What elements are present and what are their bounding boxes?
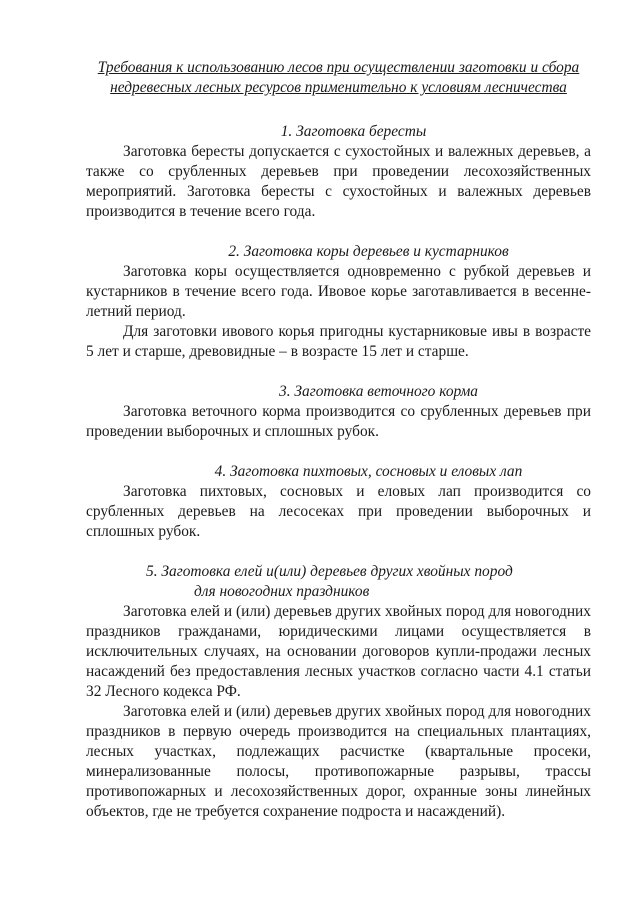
section-heading-line-1: 5. Заготовка елей и(или) деревьев других хвойных пород [146,563,513,580]
section-branch-fodder [86,382,591,442]
document-title-line-2: недревесных лесных ресурсов применительно к условиям лесничества [110,79,567,96]
section-paragraph: Заготовка елей и (или) деревьев других хвойных пород для новогодних праздников гражданами, юридическими лицами осуществляется в исключительных случаях, на основании договоров купли-продажи лесных насаждений без предоставления лесных участков согласно части 4.1 статьи 32 Лесного кодекса РФ. [86,603,591,700]
document-title-line-1: Требования к использованию лесов при осуществлении заготовки и сбора [97,59,580,76]
document-page [86,58,591,842]
section-tree-bark [86,242,591,362]
section-heading: 1. Заготовка бересты [280,123,427,140]
section-heading-line-2: для новогодних праздников [194,583,370,600]
section-heading: 2. Заготовка коры деревьев и кустарников [228,243,509,260]
section-heading [86,562,591,602]
section-paragraph: Заготовка коры осуществляется одновременно с рубкой деревьев и кустарников в течение всего года. Ивовое корье заготавливается в весенне-летний период. [86,263,591,320]
section-birch-bark [86,122,591,222]
document-title [86,58,591,98]
section-heading: 3. Заготовка веточного корма [279,383,478,400]
section-paragraph: Заготовка веточного корма производится со срубленных деревьев при проведении выборочных и сплошных рубок. [86,403,591,440]
section-conifer-branches [86,462,591,542]
section-paragraph: Заготовка пихтовых, сосновых и еловых лап производится со срубленных деревьев на лесосеках при проведении выборочных и сплошных рубок. [86,483,591,540]
section-heading: 4. Заготовка пихтовых, сосновых и еловых лап [214,463,523,480]
section-new-year-trees [86,562,591,822]
section-paragraph: Для заготовки ивового корья пригодны кустарниковые ивы в возрасте 5 лет и старше, древовидные – в возрасте 15 лет и старше. [86,323,591,360]
section-paragraph: Заготовка елей и (или) деревьев других хвойных пород для новогодних праздников в первую очередь производится на специальных плантациях, лесных участках, подлежащих расчистке (квартальные просеки, минерализованные полосы, противопожарные разрывы, трассы противопожарных и лесохозяйственных дорог, охранные зоны линейных объектов, где не требуется сохранение подроста и насаждений). [86,703,591,820]
section-paragraph: Заготовка бересты допускается с сухостойных и валежных деревьев, а также со срубленных деревьев при проведении лесохозяйственных мероприятий. Заготовка бересты с сухостойных и валежных деревьев производится в течение всего года. [86,143,591,220]
